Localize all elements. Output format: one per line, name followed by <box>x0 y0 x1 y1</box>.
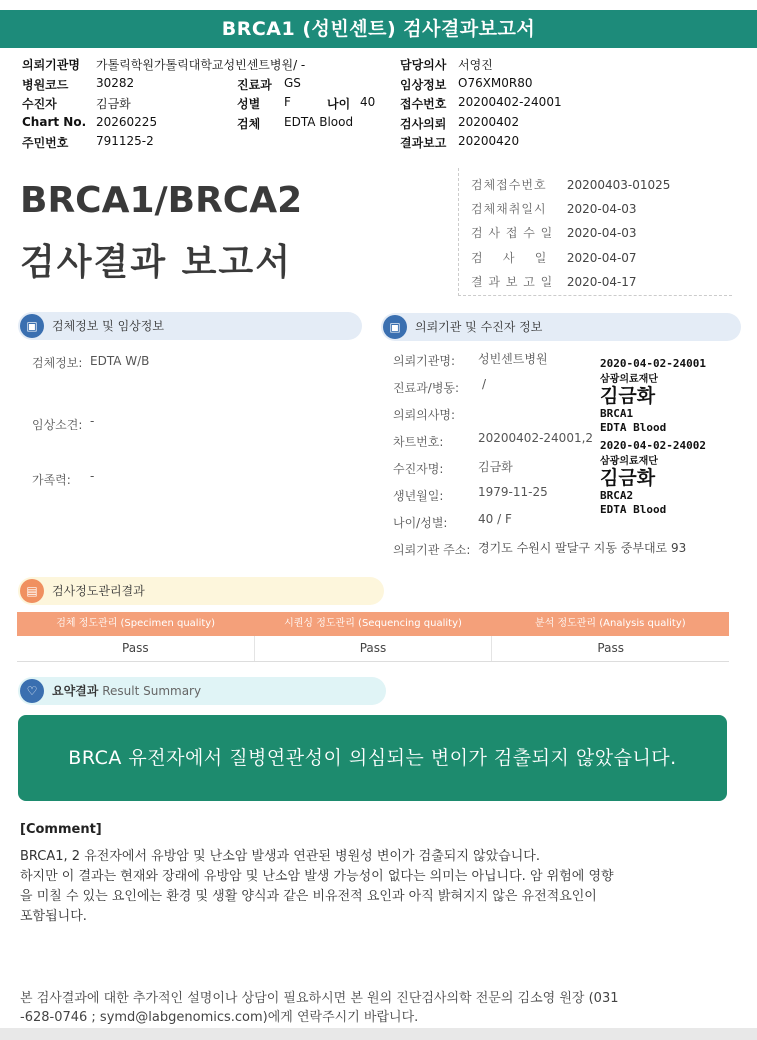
rrn-label: 주민번호 <box>22 136 69 150</box>
chart-number-value: 20200402-24001,2 <box>478 431 594 445</box>
comment-line: 을 미칠 수 있는 요인에는 환경 및 생활 양식과 같은 비유전적 요인과 아직 밝혀지지 않은 유전적요인이 <box>20 889 597 904</box>
date-row <box>471 224 637 241</box>
date-label: 검체채취일시 <box>471 202 547 216</box>
family-history-value: - <box>90 469 95 483</box>
folder-lock-icon: ▣ <box>383 315 407 339</box>
date-value: 20200403-01025 <box>566 178 671 192</box>
qc-table-header <box>17 612 729 636</box>
specimen-section-header <box>18 312 362 340</box>
report-date-value: 20200420 <box>458 134 520 148</box>
date-label: 결 과 보 고 일 <box>471 275 554 289</box>
footer-contact-line: -628-0746 ; symd@labgenomics.com)에게 연락주시기 바랍니다. <box>20 1010 419 1025</box>
family-history-label: 가족력: <box>32 473 71 487</box>
chart-no-label: Chart No. <box>22 115 87 129</box>
clinical-findings-value: - <box>90 414 95 428</box>
chart-no-value: 20260225 <box>96 115 158 129</box>
clinical-info-label: 임상정보 <box>400 78 447 92</box>
qc-cell: Pass <box>255 636 493 661</box>
age-value: 40 <box>360 95 376 109</box>
qc-cell: Pass <box>17 636 255 661</box>
specimen-section-title: 검체정보 및 임상정보 <box>52 319 164 333</box>
institution-name-value: 성빈센트병원 <box>478 352 548 366</box>
patient-value: 김금화 <box>96 97 131 111</box>
hospital-code-label: 병원코드 <box>22 78 69 92</box>
document-subtitle: 검사결과 보고서 <box>20 242 292 283</box>
patient-name-value: 김금화 <box>478 460 513 474</box>
dept-value: GS <box>284 76 301 90</box>
patient-label: 수진자 <box>22 97 57 111</box>
age-sex-label: 나이/성별: <box>393 516 448 530</box>
date-row <box>471 273 637 290</box>
specimen-value: EDTA Blood <box>284 115 354 129</box>
sample-gene: BRCA1 <box>600 407 634 420</box>
receipt-no-value: 20200402-24001 <box>458 95 562 109</box>
summary-section-title <box>52 677 201 705</box>
date-row <box>471 176 670 193</box>
clinical-findings-label: 임상소견: <box>32 418 83 432</box>
date-row <box>471 200 637 217</box>
address-value: 경기도 수원시 팔달구 지동 중부대로 93 <box>478 541 687 555</box>
footer-bar <box>0 1028 757 1040</box>
qc-section-header <box>18 577 384 605</box>
comment-title: [Comment] <box>20 822 102 837</box>
sample-label-brca1 <box>600 357 706 435</box>
date-value: 2020-04-03 <box>566 202 637 216</box>
institution-name-label: 의뢰기관명: <box>393 354 456 368</box>
qc-table-row <box>17 636 729 662</box>
institution-section-title: 의뢰기관 및 수진자 정보 <box>415 320 543 334</box>
qc-column-header: 검체 정도관리 (Specimen quality) <box>56 618 216 629</box>
date-value: 2020-04-03 <box>566 226 637 240</box>
doctor-value: 서영진 <box>458 58 493 72</box>
date-label: 검 사 일 <box>471 251 548 265</box>
qc-section-title: 검사정도관리결과 <box>52 584 145 598</box>
specimen-info-value: EDTA W/B <box>90 354 150 368</box>
department-value: / <box>482 377 487 391</box>
comment-line: 하지만 이 결과는 현재와 장래에 유방암 및 난소암 발생 가능성이 없다는 의미는 아닙니다. 암 위험에 영향 <box>20 869 614 884</box>
summary-title-ko: 요약결과 <box>52 684 99 698</box>
dates-box <box>458 168 732 296</box>
sample-id: 2020-04-02-24001 <box>600 357 706 370</box>
ribbon-icon: ♡ <box>20 679 44 703</box>
date-label: 검체접수번호 <box>471 178 547 192</box>
sample-specimen: EDTA Blood <box>600 421 667 434</box>
sample-specimen: EDTA Blood <box>600 503 667 516</box>
sex-label: 성별 <box>237 97 261 111</box>
institution-label: 의뢰기관명 <box>22 58 80 72</box>
result-summary-box: BRCA 유전자에서 질병연관성이 의심되는 변이가 검출되지 않았습니다. <box>18 715 727 801</box>
sample-id: 2020-04-02-24002 <box>600 439 706 452</box>
hospital-code-value: 30282 <box>96 76 135 90</box>
sample-gene: BRCA2 <box>600 489 634 502</box>
sex-value: F <box>284 95 291 109</box>
qc-cell: Pass <box>597 641 624 655</box>
date-label: 검 사 접 수 일 <box>471 226 554 240</box>
specimen-label: 검체 <box>237 117 261 131</box>
comment-line: BRCA1, 2 유전자에서 유방암 및 난소암 발생과 연관된 병원성 변이가 검출되지 않았습니다. <box>20 849 540 864</box>
clinical-info-value: O76XM0R80 <box>458 76 533 90</box>
age-label: 나이 <box>327 97 351 111</box>
request-date-label: 검사의뢰 <box>400 117 447 131</box>
qc-column-header: 분석 정도관리 (Analysis quality) <box>534 618 686 629</box>
doctor-label: 담당의사 <box>400 58 447 72</box>
summary-section-header <box>18 677 386 705</box>
date-row <box>471 249 637 266</box>
document-title: BRCA1/BRCA2 <box>20 180 303 221</box>
rrn-value: 791125-2 <box>96 134 154 148</box>
chart-number-label: 차트번호: <box>393 435 444 449</box>
clipboard-icon: ▤ <box>20 579 44 603</box>
department-label: 진료과/병동: <box>393 381 460 395</box>
birth-date-value: 1979-11-25 <box>478 485 548 499</box>
institution-value: 가톨릭학원가톨릭대학교성빈센트병원/ - <box>96 58 306 72</box>
report-title-bar: BRCA1 (성빈센트) 검사결과보고서 <box>0 10 757 48</box>
folder-lock-icon: ▣ <box>20 314 44 338</box>
age-sex-value: 40 / F <box>478 512 512 526</box>
qc-table <box>17 612 729 662</box>
sample-institution: 삼광의료재단 <box>600 374 658 385</box>
sample-label-brca2 <box>600 439 706 517</box>
qc-column-header: 시퀀싱 정도관리 (Sequencing quality) <box>284 618 462 629</box>
date-value: 2020-04-07 <box>566 251 637 265</box>
address-label: 의뢰기관 주소: <box>393 543 471 557</box>
summary-title-en: Result Summary <box>102 684 202 698</box>
patient-name-label: 수진자명: <box>393 462 444 476</box>
institution-section-header <box>381 313 741 341</box>
dept-label: 진료과 <box>237 78 272 92</box>
date-value: 2020-04-17 <box>566 275 637 289</box>
physician-label: 의뢰의사명: <box>393 408 456 422</box>
sample-patient-name: 김금화 <box>600 385 656 407</box>
receipt-no-label: 접수번호 <box>400 97 447 111</box>
birth-date-label: 생년월일: <box>393 489 444 503</box>
sample-patient-name: 김금화 <box>600 467 656 489</box>
request-date-value: 20200402 <box>458 115 520 129</box>
comment-line: 포함됩니다. <box>20 909 87 924</box>
specimen-info-label: 검체정보: <box>32 356 83 370</box>
sample-institution: 삼광의료재단 <box>600 456 658 467</box>
report-date-label: 결과보고 <box>400 136 447 150</box>
footer-contact-line: 본 검사결과에 대한 추가적인 설명이나 상담이 필요하시면 본 원의 진단검사의학 전문의 김소영 원장 (031 <box>20 991 619 1006</box>
